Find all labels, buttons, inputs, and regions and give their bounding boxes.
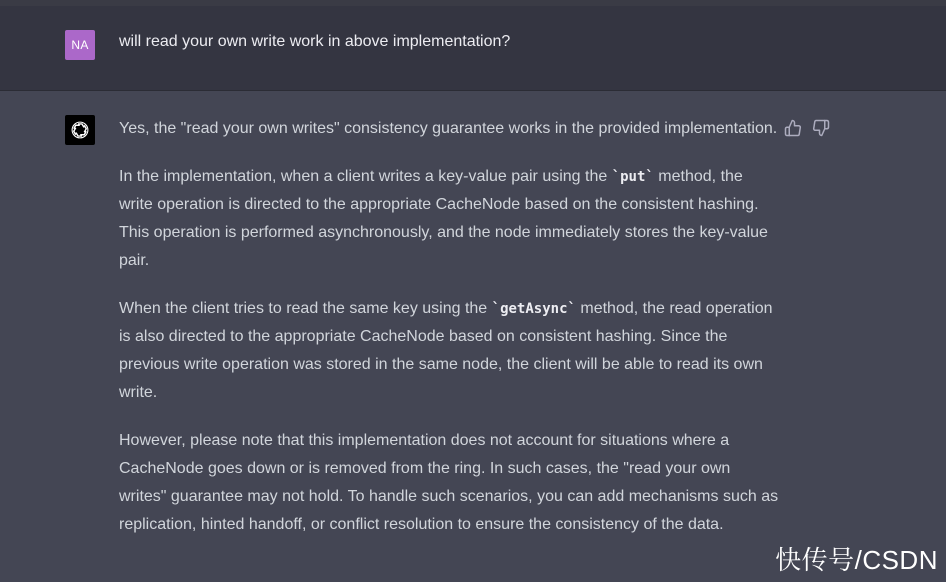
assistant-message-row <box>0 91 946 582</box>
thumbs-down-button[interactable] <box>812 119 830 137</box>
user-message-text: will read your own write work in above implementation? <box>119 33 511 50</box>
answer-paragraph: In the implementation, when a client writes a key-value pair using the `put` method, the write operation is directed to the appropriate CacheNode based on the consistent hashing. This operation is performed asynchronously, and the node immediately stores the key-value pair. <box>119 168 768 269</box>
answer-paragraph: When the client tries to read the same key using the `getAsync` method, the read operation is also directed to the appropriate CacheNode based on consistent hashing. Since the previous write operation was stored in the same node, the client will be able to read its own write. <box>119 300 773 401</box>
thumbs-down-icon <box>812 119 830 137</box>
assistant-answer <box>119 115 779 559</box>
answer-paragraph: However, please note that this implementation does not account for situations where a CacheNode goes down or is removed from the ring. In such cases, the "read your own writes" guarantee may not hold. To handle such scenarios, you can add mechanisms such as replication, hinted handoff, or conflict resolution to ensure the consistency of the data. <box>119 432 779 533</box>
feedback-buttons <box>784 119 834 137</box>
inline-code: `getAsync` <box>491 301 576 317</box>
openai-logo-icon <box>69 119 91 141</box>
user-message-row <box>0 6 946 91</box>
watermark: 快传号/CSDN <box>775 545 938 575</box>
answer-paragraph: Yes, the "read your own writes" consistency guarantee works in the provided implementation. <box>119 120 778 137</box>
inline-code: `put` <box>611 169 654 185</box>
user-avatar: NA <box>65 30 95 60</box>
thumbs-up-button[interactable] <box>784 119 802 137</box>
thumbs-up-icon <box>784 119 802 137</box>
assistant-avatar <box>65 115 95 145</box>
